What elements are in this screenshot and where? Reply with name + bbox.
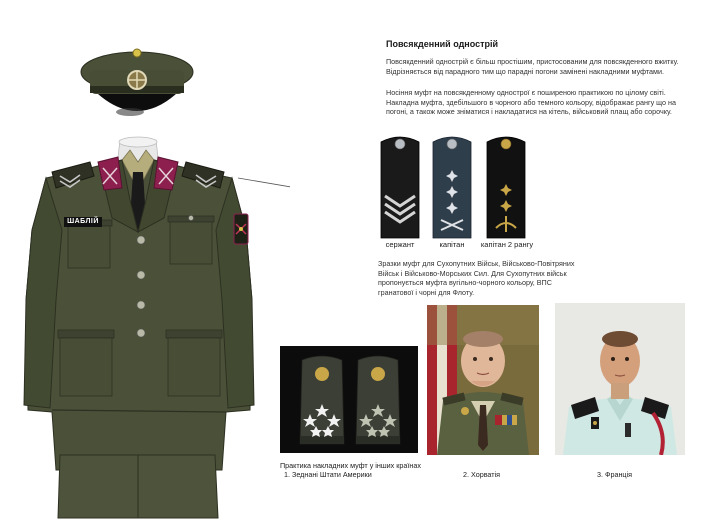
name-tag (64, 217, 102, 227)
caption-practice (280, 461, 480, 479)
board-sergeant (381, 137, 419, 238)
board-label-captain-2nd-rank: капітан 2 рангу (480, 240, 534, 249)
photo-usa-epaulets (280, 346, 418, 453)
uniform-illustration (0, 0, 290, 523)
caption-practice-heading: Практика накладних муфт у інших країнах (280, 461, 421, 470)
photo-france-soldier (555, 303, 685, 455)
section-heading: Повсякденний однострій (386, 39, 499, 49)
board-label-captain: капітан (439, 240, 465, 249)
name-tag-text: ШАБЛІЙ (67, 218, 99, 225)
caption-croatia: 2. Хорватія (463, 470, 501, 479)
paragraph-3: Зразки муфт для Сухопутних Військ, Військово-Повітряних Військ і Військово-Морських Сил. Для Сухопутних військ пропонується муфта вугільно-чорного кольору, ВПС гранатової і чорні для Флоту. (378, 259, 575, 297)
paragraph-1: Повсякденний однострій є більш простішим, пристосованим для повсякденного вжитку. Відрізняється від парадного тим що парадні погони замінені накладними муфтами. (386, 57, 679, 76)
photo-croatia-officer (427, 305, 539, 455)
paragraph-2: Носіння муфт на повсякденному однострої є поширеною практикою по цілому світі. Накладна муфта, здебільшого в чорного або темного кольору, відображає рангу що на погоні, а також може зніматися і накладатися на кітель, військовий плащ або сорочку. (386, 88, 676, 117)
usa-epaulet-left (300, 356, 344, 444)
board-captain-2nd-rank (487, 137, 525, 238)
usa-epaulet-right (356, 356, 400, 444)
peaked-cap (81, 49, 193, 116)
board-captain (433, 137, 471, 238)
shoulder-boards (375, 132, 540, 240)
caption-france: 3. Франція (597, 470, 633, 479)
caption-usa: 1. Зеднані Штати Америки (284, 470, 372, 479)
board-label-sergeant: сержант (385, 240, 415, 249)
